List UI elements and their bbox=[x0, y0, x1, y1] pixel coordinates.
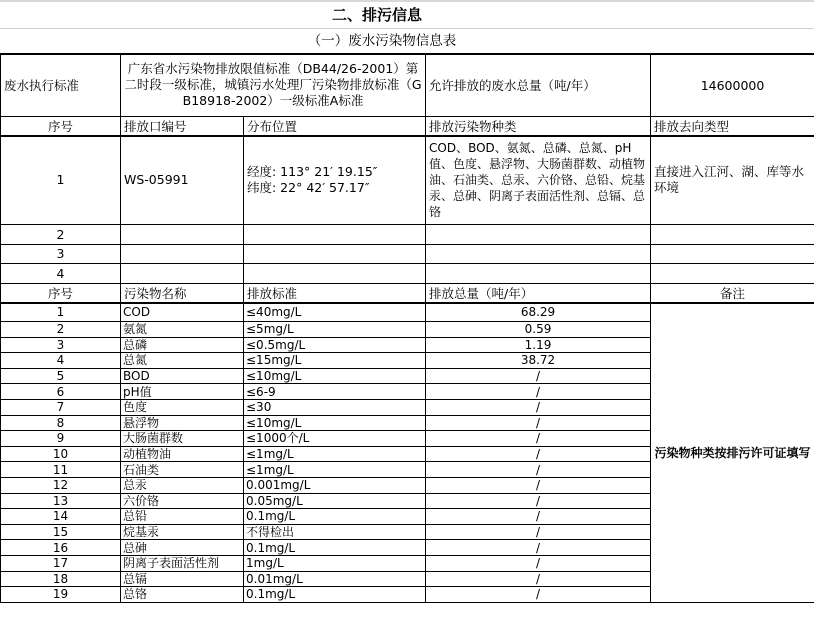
pollutant-name: COD bbox=[121, 303, 244, 322]
pollutant-standard: 0.05mg/L bbox=[244, 493, 426, 509]
page-title: 二、排污信息 bbox=[0, 2, 814, 29]
pollutant-standard: ≤15mg/L bbox=[244, 353, 426, 369]
outlet-pollutant-types bbox=[426, 225, 651, 245]
pollutant-header-standard: 排放标准 bbox=[244, 283, 426, 303]
outlet-id bbox=[121, 244, 244, 264]
pollutant-total: / bbox=[426, 462, 651, 478]
pollutant-name: 六价铬 bbox=[121, 493, 244, 509]
outlet-location bbox=[244, 264, 426, 284]
pollutant-name: 色度 bbox=[121, 399, 244, 415]
empty-outlet-rows-section bbox=[1, 225, 814, 284]
outlet-location bbox=[244, 136, 426, 225]
pollutant-header-seq: 序号 bbox=[1, 283, 121, 303]
outlet-id bbox=[121, 225, 244, 245]
pollutant-standard: 不得检出 bbox=[244, 524, 426, 540]
outlet-row-empty bbox=[1, 264, 814, 284]
pollutant-no: 4 bbox=[1, 353, 121, 369]
pollutant-no: 16 bbox=[1, 540, 121, 556]
remark-cell: 污染物种类按排污许可证填写 bbox=[651, 303, 814, 603]
pollutant-total: / bbox=[426, 587, 651, 603]
pollutant-no: 6 bbox=[1, 384, 121, 400]
pollutant-total: / bbox=[426, 415, 651, 431]
pollutant-name: 悬浮物 bbox=[121, 415, 244, 431]
outlet-longitude: 经度: 113° 21′ 19.15″ bbox=[247, 164, 378, 180]
pollutant-name: BOD bbox=[121, 368, 244, 384]
outlet-header-seq: 序号 bbox=[1, 116, 121, 136]
table-subtitle: （一）废水污染物信息表 bbox=[307, 33, 457, 49]
standards-section bbox=[1, 54, 814, 225]
pollutant-total: / bbox=[426, 384, 651, 400]
outlet-no: 2 bbox=[1, 225, 121, 245]
pollutant-total: 38.72 bbox=[426, 353, 651, 369]
pollutant-name: 总氮 bbox=[121, 353, 244, 369]
pollutant-name: 总砷 bbox=[121, 540, 244, 556]
outlet-pollutant-types: COD、BOD、氨氮、总磷、总氮、pH值、色度、悬浮物、大肠菌群数、动植物油、石油类、总汞、六价铬、总铅、烷基汞、总砷、阴离子表面活性剂、总镉、总铬 bbox=[426, 136, 651, 225]
pollutant-name: 总铅 bbox=[121, 509, 244, 525]
pollutant-total: / bbox=[426, 493, 651, 509]
pollutant-name: 动植物油 bbox=[121, 446, 244, 462]
outlet-pollutant-types bbox=[426, 264, 651, 284]
pollutant-standard: 0.01mg/L bbox=[244, 571, 426, 587]
pollutant-standard: ≤6-9 bbox=[244, 384, 426, 400]
outlet-destination bbox=[651, 244, 814, 264]
outlet-destination bbox=[651, 264, 814, 284]
pollutant-name: 总铬 bbox=[121, 587, 244, 603]
pollutant-name: 氨氮 bbox=[121, 322, 244, 338]
pollutant-no: 19 bbox=[1, 587, 121, 603]
pollutant-name: pH值 bbox=[121, 384, 244, 400]
pollutant-name: 石油类 bbox=[121, 462, 244, 478]
pollutant-no: 1 bbox=[1, 303, 121, 322]
pollutant-total: / bbox=[426, 571, 651, 587]
outlet-header-types: 排放污染物种类 bbox=[426, 116, 651, 136]
pollutant-name: 大肠菌群数 bbox=[121, 431, 244, 447]
pollutant-total: / bbox=[426, 509, 651, 525]
pollutant-no: 15 bbox=[1, 524, 121, 540]
outlet-row-empty bbox=[1, 225, 814, 245]
pollutant-standard: ≤10mg/L bbox=[244, 415, 426, 431]
pollutant-standard: ≤1000个/L bbox=[244, 431, 426, 447]
pollutant-no: 18 bbox=[1, 571, 121, 587]
standards-row bbox=[1, 54, 814, 116]
pollutant-standard: 0.001mg/L bbox=[244, 477, 426, 493]
pollutant-name: 烷基汞 bbox=[121, 524, 244, 540]
pollutant-header-section bbox=[1, 283, 814, 303]
pollutant-name: 总汞 bbox=[121, 477, 244, 493]
pollutant-no: 2 bbox=[1, 322, 121, 338]
pollutant-total: 68.29 bbox=[426, 303, 651, 322]
pollutant-total: / bbox=[426, 431, 651, 447]
pollutant-name: 阴离子表面活性剂 bbox=[121, 555, 244, 571]
outlet-latitude: 纬度: 22° 42′ 57.17″ bbox=[247, 180, 370, 196]
pollutant-no: 5 bbox=[1, 368, 121, 384]
outlet-destination: 直接进入江河、湖、库等水环境 bbox=[651, 136, 814, 225]
pollutant-header-remark: 备注 bbox=[651, 283, 814, 303]
pollutant-rows-section bbox=[1, 303, 814, 603]
outlet-id bbox=[121, 264, 244, 284]
pollutant-no: 11 bbox=[1, 462, 121, 478]
pollutant-standard: ≤0.5mg/L bbox=[244, 337, 426, 353]
pollutant-total: / bbox=[426, 368, 651, 384]
pollutant-standard: 1mg/L bbox=[244, 555, 426, 571]
standards-text: 广东省水污染物排放限值标准（DB44/26-2001）第二时段一级标准，城镇污水处理厂污染物排放标准（GB18918-2002）一级标准A标准 bbox=[121, 54, 426, 116]
outlet-no: 3 bbox=[1, 244, 121, 264]
pollutant-header-name: 污染物名称 bbox=[121, 283, 244, 303]
pollutant-standard: 0.1mg/L bbox=[244, 509, 426, 525]
outlet-header-row bbox=[1, 116, 814, 136]
pollutant-no: 17 bbox=[1, 555, 121, 571]
pollutant-standard: 0.1mg/L bbox=[244, 587, 426, 603]
pollutant-total: / bbox=[426, 446, 651, 462]
pollutant-no: 7 bbox=[1, 399, 121, 415]
pollutant-total: / bbox=[426, 524, 651, 540]
pollutant-row bbox=[1, 303, 814, 322]
outlet-destination bbox=[651, 225, 814, 245]
pollutant-standard: 0.1mg/L bbox=[244, 540, 426, 556]
pollutant-no: 10 bbox=[1, 446, 121, 462]
outlet-header-location: 分布位置 bbox=[244, 116, 426, 136]
pollutant-no: 9 bbox=[1, 431, 121, 447]
pollutant-total: / bbox=[426, 555, 651, 571]
standards-label: 废水执行标准 bbox=[1, 54, 121, 116]
pollutant-standard: ≤30 bbox=[244, 399, 426, 415]
pollutant-header-row bbox=[1, 283, 814, 303]
pollutant-standard: ≤1mg/L bbox=[244, 462, 426, 478]
pollutant-name: 总镉 bbox=[121, 571, 244, 587]
outlet-location bbox=[244, 244, 426, 264]
allowed-total-value: 14600000 bbox=[651, 54, 814, 116]
outlet-no: 1 bbox=[1, 136, 121, 225]
outlet-header-destination: 排放去向类型 bbox=[651, 116, 814, 136]
pollutant-no: 14 bbox=[1, 509, 121, 525]
pollutant-total: / bbox=[426, 477, 651, 493]
pollutant-no: 12 bbox=[1, 477, 121, 493]
outlet-id: WS-05991 bbox=[121, 136, 244, 225]
outlet-location bbox=[244, 225, 426, 245]
allowed-total-label: 允许排放的废水总量（吨/年） bbox=[426, 54, 651, 116]
pollutant-total: / bbox=[426, 540, 651, 556]
pollutant-name: 总磷 bbox=[121, 337, 244, 353]
outlet-row-empty bbox=[1, 244, 814, 264]
outlet-no: 4 bbox=[1, 264, 121, 284]
pollutant-header-total: 排放总量（吨/年） bbox=[426, 283, 651, 303]
pollutant-standard: ≤10mg/L bbox=[244, 368, 426, 384]
pollutant-total: 0.59 bbox=[426, 322, 651, 338]
pollutant-no: 13 bbox=[1, 493, 121, 509]
pollutant-standard: ≤5mg/L bbox=[244, 322, 426, 338]
outlet-row-1 bbox=[1, 136, 814, 225]
pollutant-no: 3 bbox=[1, 337, 121, 353]
outlet-header-id: 排放口编号 bbox=[121, 116, 244, 136]
pollutant-no: 8 bbox=[1, 415, 121, 431]
pollutant-total: 1.19 bbox=[426, 337, 651, 353]
pollutant-standard: ≤40mg/L bbox=[244, 303, 426, 322]
wastewater-info-table bbox=[0, 53, 814, 603]
pollutant-standard: ≤1mg/L bbox=[244, 446, 426, 462]
pollutant-total: / bbox=[426, 399, 651, 415]
outlet-pollutant-types bbox=[426, 244, 651, 264]
